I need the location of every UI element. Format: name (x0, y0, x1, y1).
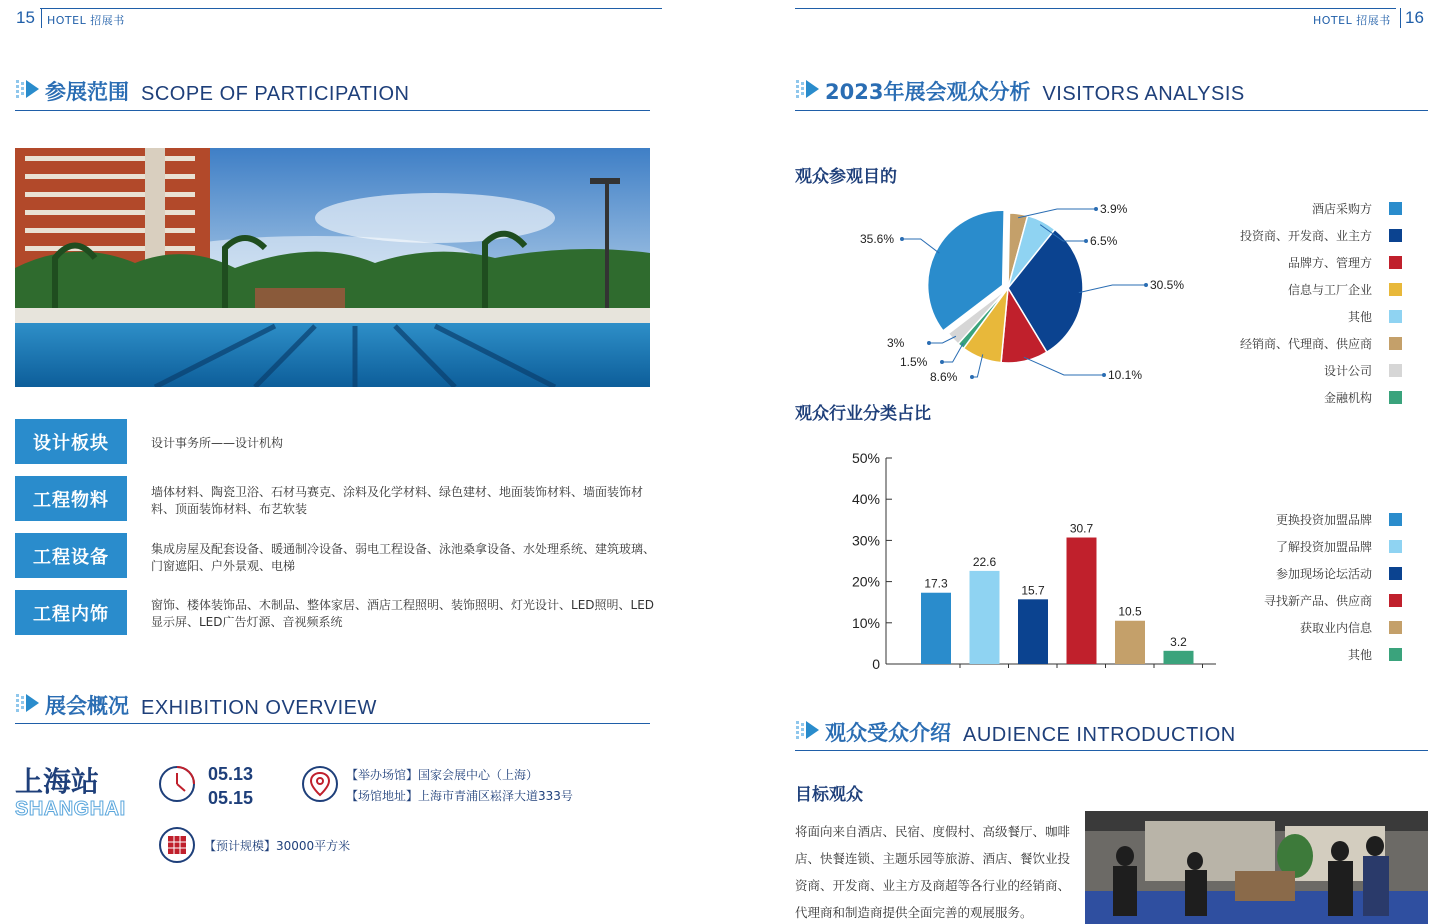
overview-title-en: EXHIBITION OVERVIEW (141, 697, 377, 719)
category-materials-text: 墙体材料、陶瓷卫浴、石材马赛克、涂料及化学材料、绿色建材、地面装饰材料、墙面装饰材料、顶面装饰材料、布艺软装 (151, 485, 644, 516)
pie-legend-label: 品牌方、管理方 (1287, 256, 1372, 270)
pie-legend-item (1288, 254, 1402, 271)
bar-value-label: 22.6 (972, 554, 997, 569)
pie-legend-label: 经销商、代理商、供应商 (1239, 337, 1372, 351)
overview-title-cn: 展会概况 (45, 694, 129, 718)
pie-legend-swatch (1389, 364, 1402, 377)
date-start: 05.13 (208, 764, 254, 784)
bar-y-tick-label: 20% (851, 573, 880, 590)
pie-value-label: 6.5% (1090, 234, 1118, 248)
bar-mark (921, 593, 951, 664)
city-name-en: SHANGHAI (15, 798, 126, 820)
bar-legend-item (1276, 538, 1402, 555)
bar-legend-label: 更换投资加盟品牌 (1275, 513, 1372, 527)
bar-legend-item (1276, 565, 1402, 582)
bar-legend-label: 获取业内信息 (1299, 621, 1372, 635)
bar-legend-swatch (1389, 567, 1402, 580)
pie-value-label: 1.5% (900, 355, 928, 369)
scale-text: 【预计规模】30000平方米 (204, 839, 351, 853)
bar-legend-item (1300, 619, 1402, 636)
location-pin-icon (300, 764, 340, 804)
audience-title-en: AUDIENCE INTRODUCTION (963, 724, 1236, 746)
bar-legend-label: 了解投资加盟品牌 (1275, 540, 1372, 554)
bar-legend-swatch (1389, 513, 1402, 526)
pie-legend-swatch (1389, 310, 1402, 323)
bar-value-label: 17.3 (924, 576, 948, 591)
industry-chart-title: 观众行业分类占比 (795, 404, 931, 424)
bar-value-label: 10.5 (1118, 604, 1142, 619)
bar-legend-swatch (1389, 540, 1402, 553)
pie-legend-item (1324, 389, 1402, 406)
bar-legend-swatch (1389, 621, 1402, 634)
bar-legend-item (1348, 646, 1402, 663)
pie-value-label: 35.6% (860, 232, 895, 246)
section-arrow-icon (795, 77, 821, 103)
pie-legend-label: 设计公司 (1323, 364, 1372, 378)
pie-leader-dot (1103, 374, 1106, 377)
pie-legend-label: 其他 (1347, 310, 1372, 324)
pie-leader-dot (1145, 284, 1148, 287)
bar-y-tick-label: 10% (851, 614, 880, 631)
header-separator-left (41, 8, 42, 28)
section-arrow-icon (15, 77, 41, 103)
section-arrow-icon (15, 691, 41, 717)
header-label-left: HOTEL 招展书 (47, 14, 125, 27)
pie-legend-swatch (1389, 256, 1402, 269)
bar-value-label: 30.7 (1069, 521, 1094, 536)
pie-leader-dot (1085, 240, 1088, 243)
pie-legend-label: 投资商、开发商、业主方 (1239, 229, 1372, 243)
pie-leader-line (902, 239, 939, 253)
pie-value-label: 10.1% (1108, 368, 1143, 382)
visitors-title-cn: 2023年展会观众分析 (825, 80, 1031, 104)
pie-leader-dot (971, 376, 974, 379)
category-equipment-label: 工程设备 (15, 533, 127, 578)
pie-legend-swatch (1389, 229, 1402, 242)
address-text: 【场馆地址】上海市青浦区崧泽大道333号 (346, 789, 573, 803)
pie-leader-dot (1095, 208, 1098, 211)
date-end: 05.15 (208, 788, 254, 808)
bar-mark (970, 571, 1000, 664)
bar-legend-label: 参加现场论坛活动 (1275, 567, 1372, 581)
bar-y-tick-label: 50% (851, 450, 880, 466)
clock-icon (157, 764, 197, 804)
overview-title-rule (15, 723, 650, 724)
bar-mark (1018, 599, 1048, 664)
area-scale-icon (157, 825, 197, 865)
pie-legend-label: 金融机构 (1323, 391, 1372, 405)
bar-legend-item (1276, 511, 1402, 528)
category-interior-text: 窗饰、楼体装饰品、木制品、整体家居、酒店工程照明、装饰照明、灯光设计、LED照明、LED显示屏、LED广告灯源、音视频系统 (151, 598, 655, 629)
exhibition-hall-photo (1085, 811, 1428, 924)
pie-legend-item (1312, 200, 1402, 217)
pie-legend-label: 酒店采购方 (1311, 202, 1372, 216)
visitors-section-title (795, 72, 1245, 106)
scope-title-cn: 参展范围 (45, 80, 129, 104)
pie-value-label: 3% (887, 336, 905, 350)
pie-value-label: 30.5% (1150, 278, 1185, 292)
bar-legend-label: 其他 (1347, 648, 1372, 662)
category-materials-label: 工程物料 (15, 476, 127, 521)
header-rule-left (40, 8, 662, 9)
audience-title-cn: 观众受众介绍 (825, 721, 951, 745)
pie-legend-item (1240, 335, 1402, 352)
bar-mark (1164, 651, 1194, 664)
scope-section-title (15, 72, 409, 106)
category-interior-label: 工程内饰 (15, 590, 127, 635)
category-equipment-text: 集成房屋及配套设备、暖通制冷设备、弱电工程设备、泳池桑拿设备、水处理系统、建筑玻璃、门窗遮阳、户外景观、电梯 (151, 542, 656, 573)
pie-leader-dot (901, 238, 904, 241)
pie-leader-dot (928, 342, 931, 345)
page-number-left: 15 (16, 8, 35, 27)
pie-legend-swatch (1389, 283, 1402, 296)
scope-title-rule (15, 110, 650, 111)
bar-legend-swatch (1389, 594, 1402, 607)
hotel-pool-photo (15, 148, 650, 387)
pie-legend-swatch (1389, 337, 1402, 350)
bar-y-tick-label: 30% (851, 532, 880, 549)
industry-bar-chart (840, 445, 1230, 680)
pie-legend-item (1240, 227, 1402, 244)
venue-text: 【举办场馆】国家会展中心（上海） (346, 768, 539, 782)
target-audience-title: 目标观众 (795, 785, 863, 805)
pie-legend-item (1288, 281, 1402, 298)
pie-value-label: 8.6% (930, 370, 958, 384)
bar-legend-label: 寻找新产品、供应商 (1263, 594, 1372, 608)
pie-leader-line (1079, 285, 1146, 293)
category-design-text: 设计事务所——设计机构 (151, 436, 284, 450)
pie-legend-item (1348, 308, 1402, 325)
bar-value-label: 15.7 (1021, 583, 1045, 598)
overview-section-title (15, 686, 377, 720)
category-design-label: 设计板块 (15, 419, 127, 464)
section-arrow-icon (795, 718, 821, 744)
page-number-right: 16 (1405, 8, 1424, 27)
audience-section-title (795, 713, 1236, 747)
bar-value-label: 3.2 (1170, 634, 1187, 649)
bar-mark (1115, 621, 1145, 664)
pie-leader-line (1024, 357, 1104, 375)
bar-legend-swatch (1389, 648, 1402, 661)
pie-legend-item (1324, 362, 1402, 379)
visitors-title-en: VISITORS ANALYSIS (1042, 83, 1245, 105)
bar-y-tick-label: 0 (872, 656, 880, 672)
target-audience-paragraph: 将面向来自酒店、民宿、度假村、高级餐厅、咖啡店、快餐连锁、主题乐园等旅游、酒店、餐饮业投资商、开发商、业主方及商超等各行业的经销商、代理商和制造商提供全面完善的观展服务。 (795, 824, 1071, 920)
header-separator-right (1400, 8, 1401, 28)
bar-mark (1067, 538, 1097, 664)
visitors-title-rule (795, 110, 1428, 111)
pie-value-label: 3.9% (1100, 202, 1128, 216)
pie-leader-dot (941, 361, 944, 364)
purpose-chart-title: 观众参观目的 (795, 167, 897, 187)
header-rule-right (795, 8, 1396, 9)
audience-title-rule (795, 750, 1428, 751)
pie-legend-label: 信息与工厂企业 (1287, 283, 1372, 297)
city-name-cn: 上海站 (15, 765, 100, 798)
pie-legend-swatch (1389, 391, 1402, 404)
pie-legend-swatch (1389, 202, 1402, 215)
bar-y-tick-label: 40% (851, 491, 880, 508)
header-label-right: HOTEL 招展书 (1313, 14, 1391, 27)
bar-legend-item (1264, 592, 1402, 609)
scope-title-en: SCOPE OF PARTICIPATION (141, 83, 410, 105)
